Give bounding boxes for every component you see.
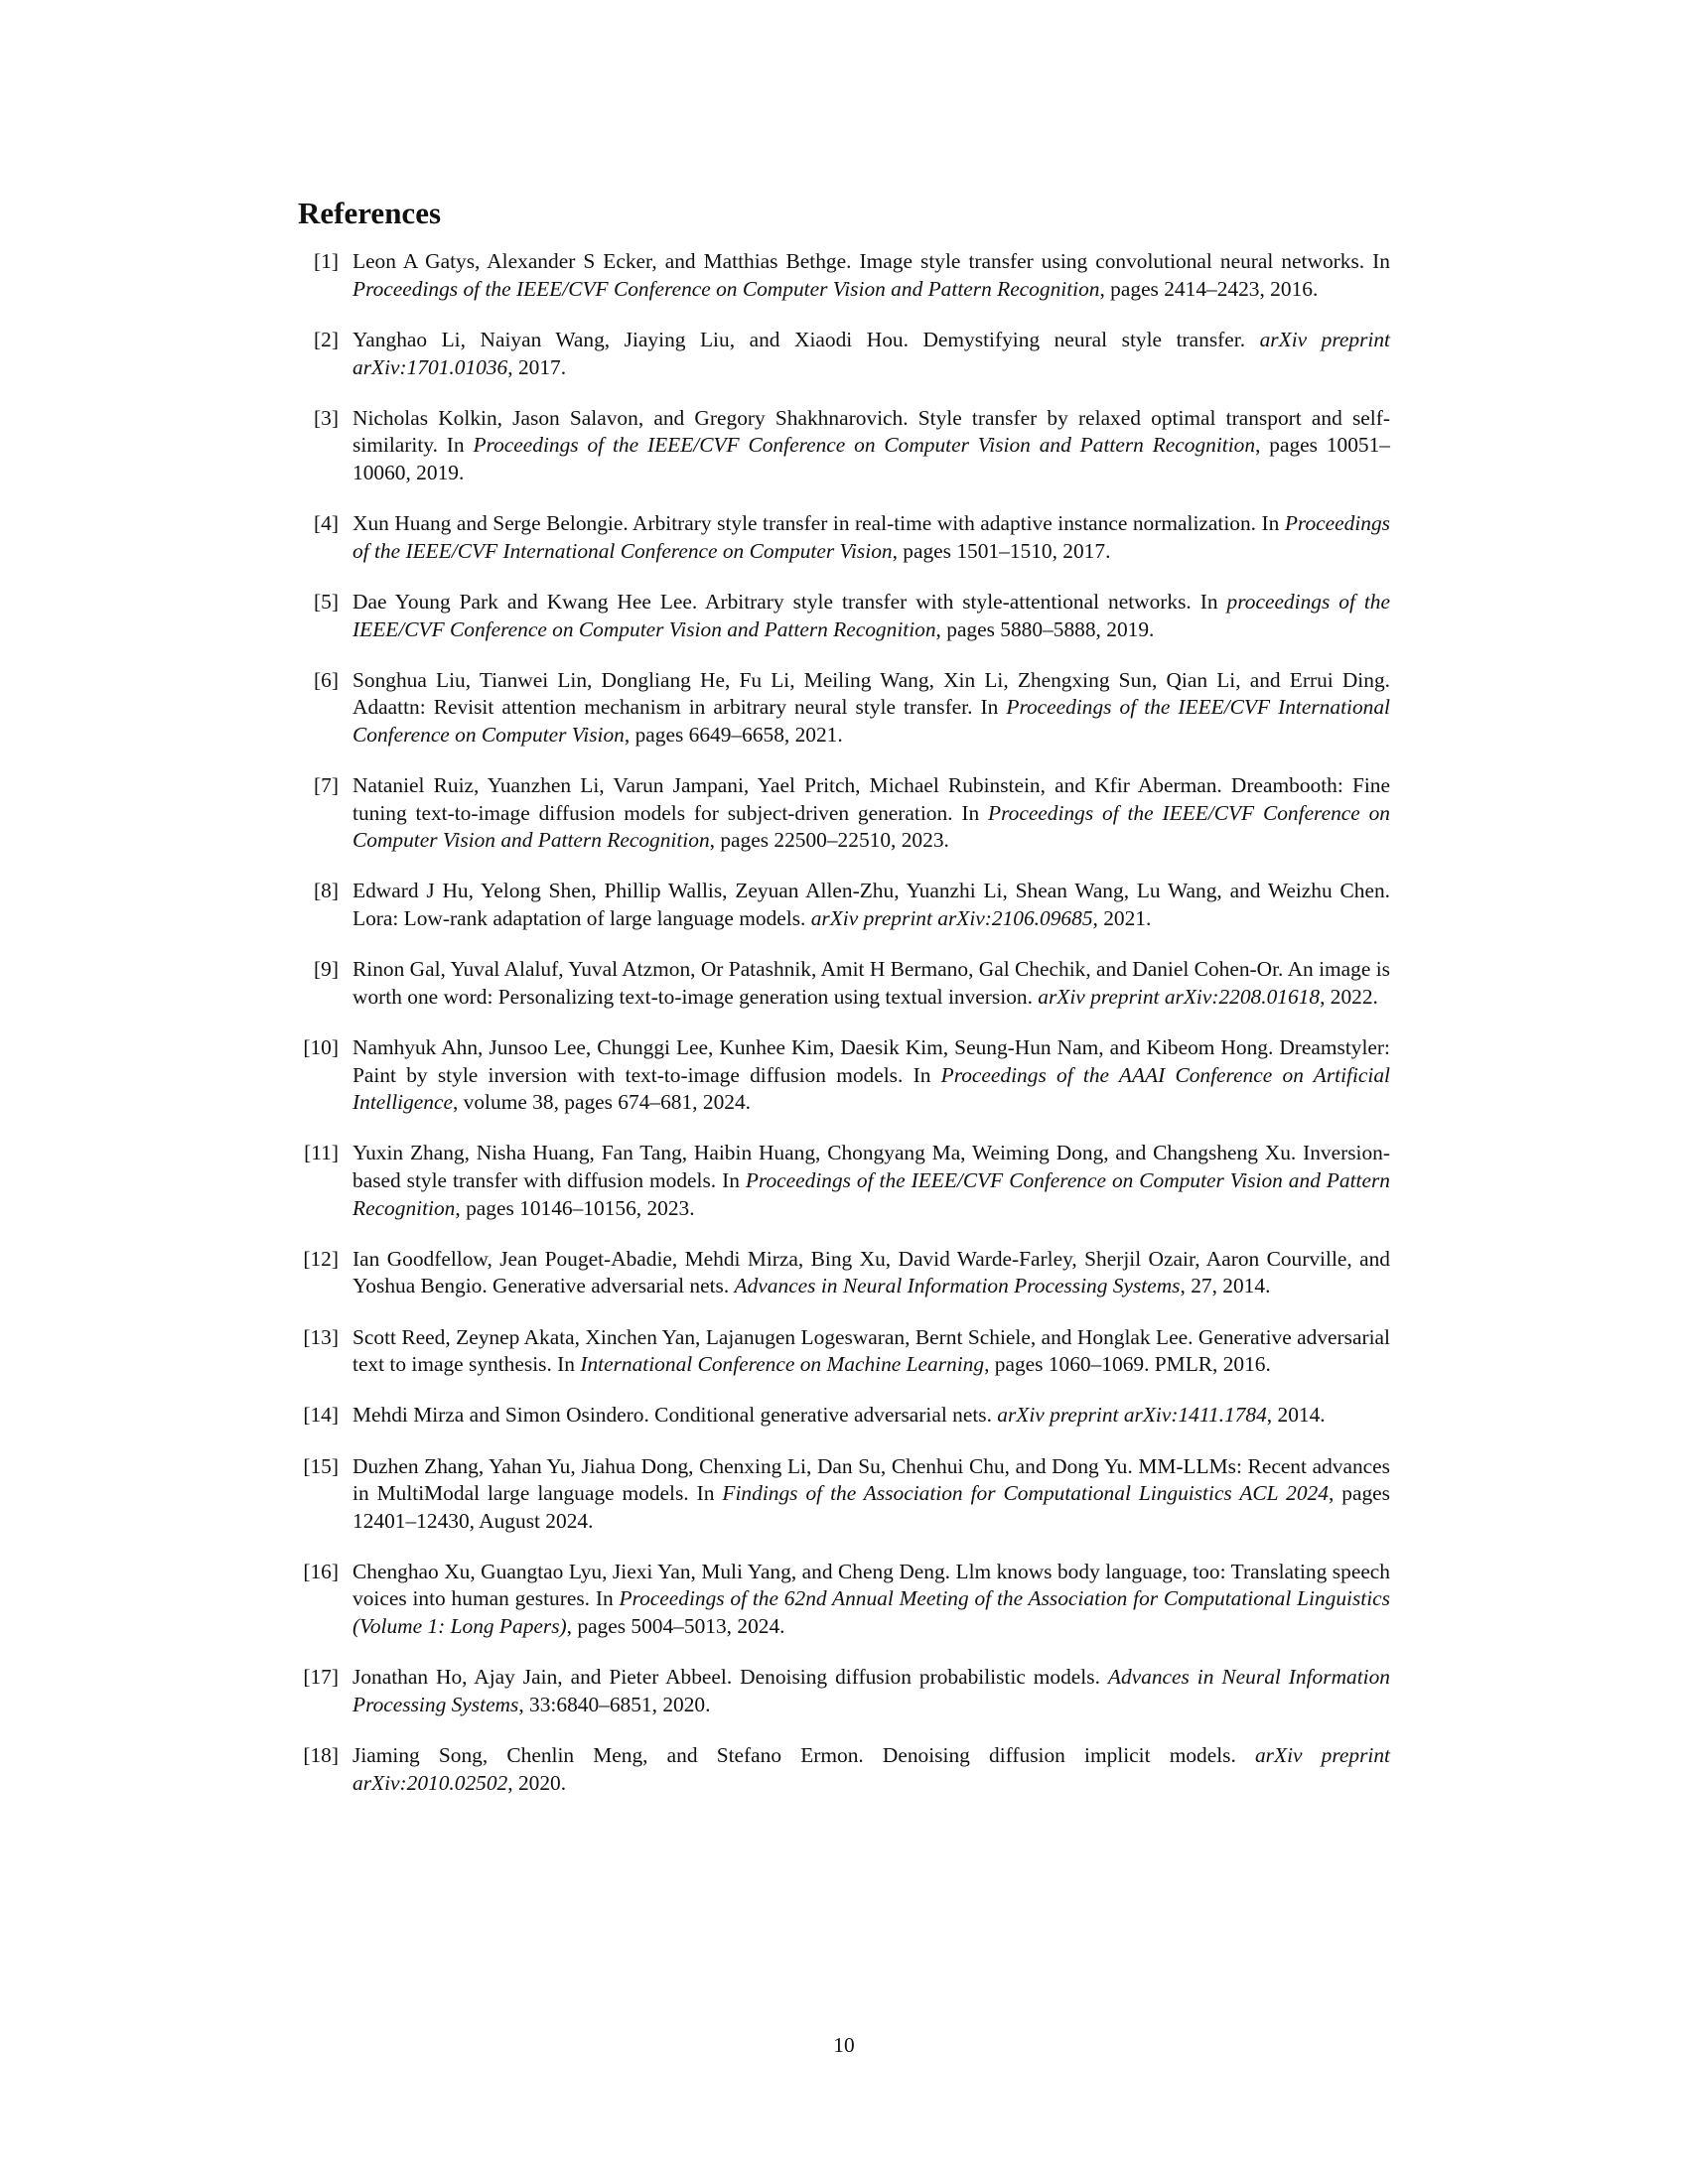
reference-number: [4] <box>314 511 339 536</box>
reference-item <box>298 1324 1390 1379</box>
reference-venue: arXiv preprint arXiv:2106.09685 <box>810 906 1093 931</box>
reference-text-segment: Jonathan Ho, Ajay Jain, and Pieter Abbeel. Denoising diffusion probabilistic models. <box>352 1665 1108 1690</box>
reference-number: [9] <box>314 957 339 982</box>
reference-text <box>352 1325 1390 1377</box>
reference-text-segment: , pages 1060–1069. PMLR, 2016. <box>984 1352 1271 1377</box>
reference-text-segment: , 2017. <box>507 354 567 379</box>
reference-venue: arXiv preprint arXiv:1701.01036 <box>352 327 1390 379</box>
reference-text-segment: , pages 12401–12430, August 2024. <box>352 1481 1390 1533</box>
reference-item <box>298 248 1390 303</box>
reference-venue: Proceedings of the AAAI Conference on Artificial Intelligence <box>352 1062 1390 1115</box>
reference-text <box>352 1454 1390 1533</box>
reference-text <box>352 1560 1390 1638</box>
reference-number: [12] <box>303 1246 339 1271</box>
reference-item <box>298 405 1390 487</box>
reference-item <box>298 878 1390 932</box>
reference-text-segment: Ian Goodfellow, Jean Pouget-Abadie, Mehdi Mirza, Bing Xu, David Warde-Farley, Sherjil Ozair, Aaron Courville, and Yoshua Bengio. Generative adversarial nets. <box>352 1246 1390 1298</box>
reference-number: [17] <box>303 1665 339 1690</box>
reference-number: [8] <box>314 879 339 903</box>
reference-venue: Advances in Neural Information Processing Systems <box>352 1665 1390 1716</box>
reference-text-segment: Yanghao Li, Naiyan Wang, Jiaying Liu, and Xiaodi Hou. Demystifying neural style transfer. <box>352 327 1260 351</box>
reference-text <box>352 1665 1390 1716</box>
reference-list <box>298 248 1390 1797</box>
reference-text-segment: , 2014. <box>1266 1403 1326 1428</box>
reference-text-segment: Xun Huang and Serge Belongie. Arbitrary style transfer in real-time with adaptive instance normalization. In <box>352 511 1285 536</box>
references-section <box>298 195 1390 1821</box>
reference-venue: Proceedings of the IEEE/CVF Conference on Computer Vision and Pattern Recognition <box>352 1167 1390 1220</box>
reference-item <box>298 1246 1390 1300</box>
reference-venue: arXiv preprint arXiv:2208.01618 <box>1038 984 1321 1009</box>
reference-text <box>352 511 1390 563</box>
reference-venue: Proceedings of the IEEE/CVF Conference on Computer Vision and Pattern Recognition <box>473 433 1256 458</box>
reference-item <box>298 1742 1390 1797</box>
reference-text-segment: , 2022. <box>1320 984 1378 1009</box>
reference-venue: arXiv preprint arXiv:1411.1784 <box>997 1403 1267 1428</box>
reference-number: [13] <box>303 1324 339 1349</box>
reference-text-segment: Nicholas Kolkin, Jason Salavon, and Gregory Shakhnarovich. Style transfer by relaxed optimal transport and self-similarity. In <box>352 405 1390 458</box>
reference-text <box>352 249 1390 301</box>
reference-venue: Proceedings of the IEEE/CVF Conference on Computer Vision and Pattern Recognition <box>352 276 1100 301</box>
reference-number: [11] <box>304 1141 339 1165</box>
reference-number: [7] <box>314 773 339 798</box>
reference-text-segment: Dae Young Park and Kwang Hee Lee. Arbitrary style transfer with style-attentional networks. In <box>352 589 1227 614</box>
reference-text <box>352 1035 1390 1114</box>
reference-text-segment: , pages 6649–6658, 2021. <box>624 722 843 747</box>
reference-item <box>298 1559 1390 1641</box>
reference-text <box>352 957 1390 1009</box>
page-number: 10 <box>833 2033 855 2057</box>
reference-text-segment: Edward J Hu, Yelong Shen, Phillip Wallis, Zeyuan Allen-Zhu, Yuanzhi Li, Shean Wang, Lu Wang, and Weizhu Chen. Lora: Low-rank adaptation of large language models. <box>352 879 1390 931</box>
reference-text-segment: , 2020. <box>507 1770 567 1795</box>
reference-text-segment: , pages 1501–1510, 2017. <box>892 538 1111 563</box>
reference-number: [6] <box>314 667 339 692</box>
reference-number: [14] <box>303 1403 339 1428</box>
reference-text <box>352 1743 1390 1795</box>
reference-item <box>298 1664 1390 1718</box>
reference-number: [10] <box>303 1035 339 1059</box>
reference-item <box>298 772 1390 855</box>
reference-text-segment: Leon A Gatys, Alexander S Ecker, and Matthias Bethge. Image style transfer using convolutional neural networks. In <box>352 249 1390 274</box>
reference-text-segment: , 27, 2014. <box>1180 1274 1271 1298</box>
reference-text-segment: Nataniel Ruiz, Yuanzhen Li, Varun Jampani, Yael Pritch, Michael Rubinstein, and Kfir Aberman. Dreambooth: Fine tuning text-to-image diffusion models for subject-driven generation. In <box>352 773 1390 825</box>
reference-text-segment: , pages 10146–10156, 2023. <box>455 1195 695 1220</box>
reference-venue: arXiv preprint arXiv:2010.02502 <box>352 1743 1390 1795</box>
reference-text <box>352 879 1390 930</box>
reference-item <box>298 327 1390 381</box>
reference-venue: Advances in Neural Information Processing Systems <box>734 1274 1181 1298</box>
reference-text-segment: Jiaming Song, Chenlin Meng, and Stefano Ermon. Denoising diffusion implicit models. <box>352 1743 1255 1768</box>
reference-text-segment: , pages 2414–2423, 2016. <box>1099 276 1319 301</box>
reference-text <box>352 1403 1326 1427</box>
reference-text <box>352 590 1390 641</box>
reference-number: [15] <box>303 1453 339 1478</box>
reference-item <box>298 667 1390 750</box>
reference-item <box>298 510 1390 565</box>
reference-number: [16] <box>303 1559 339 1583</box>
reference-text <box>352 406 1390 484</box>
reference-text <box>352 1141 1390 1219</box>
reference-item <box>298 1453 1390 1536</box>
reference-text-segment: , pages 22500–22510, 2023. <box>709 828 949 853</box>
reference-venue: Proceedings of the IEEE/CVF International Conference on Computer Vision <box>352 511 1390 563</box>
reference-text-segment: Songhua Liu, Tianwei Lin, Dongliang He, Fu Li, Meiling Wang, Xin Li, Zhengxing Sun, Qian Li, and Errui Ding. Adaattn: Revisit attention mechanism in arbitrary neural style transfer. In <box>352 667 1390 720</box>
reference-venue: Proceedings of the IEEE/CVF International Conference on Computer Vision <box>352 695 1390 747</box>
reference-text-segment: Namhyuk Ahn, Junsoo Lee, Chunggi Lee, Kunhee Kim, Daesik Kim, Seung-Hun Nam, and Kibeom Hong. Dreamstyler: Paint by style inversion with text-to-image diffusion models. In <box>352 1035 1390 1087</box>
reference-number: [2] <box>314 327 339 351</box>
reference-text-segment: , 33:6840–6851, 2020. <box>518 1692 711 1716</box>
reference-item <box>298 1034 1390 1117</box>
reference-text <box>352 1247 1390 1298</box>
reference-item <box>298 956 1390 1011</box>
reference-number: [5] <box>314 589 339 614</box>
reference-text-segment: , pages 5004–5013, 2024. <box>566 1614 785 1639</box>
reference-item <box>298 1140 1390 1222</box>
reference-text-segment: Rinon Gal, Yuval Alaluf, Yuval Atzmon, Or Patashnik, Amit H Bermano, Gal Chechik, and Daniel Cohen-Or. An image is worth one word: Personalizing text-to-image generation using textual inversion. <box>352 957 1390 1009</box>
reference-item <box>298 589 1390 643</box>
section-title: References <box>298 196 442 230</box>
reference-number: [18] <box>303 1743 339 1768</box>
reference-text-segment: , pages 5880–5888, 2019. <box>935 616 1155 641</box>
reference-number: [3] <box>314 405 339 430</box>
reference-text <box>352 773 1390 852</box>
reference-text <box>352 668 1390 747</box>
reference-item <box>298 1402 1390 1430</box>
reference-text-segment: , volume 38, pages 674–681, 2024. <box>452 1090 752 1115</box>
reference-number: [1] <box>314 249 339 274</box>
reference-text-segment: Mehdi Mirza and Simon Osindero. Conditional generative adversarial nets. <box>352 1403 998 1428</box>
reference-venue: proceedings of the IEEE/CVF Conference on Computer Vision and Pattern Recognition <box>352 589 1390 641</box>
reference-text-segment: Duzhen Zhang, Yahan Yu, Jiahua Dong, Chenxing Li, Dan Su, Chenhui Chu, and Dong Yu. MM-LLMs: Recent advances in MultiModal large language models. In <box>352 1453 1390 1506</box>
reference-text-segment: Yuxin Zhang, Nisha Huang, Fan Tang, Haibin Huang, Chongyang Ma, Weiming Dong, and Changsheng Xu. Inversion-based style transfer with diffusion models. In <box>352 1141 1390 1192</box>
reference-venue: Proceedings of the 62nd Annual Meeting of the Association for Computational Linguistics (Volume 1: Long Papers) <box>352 1586 1390 1639</box>
reference-text-segment: , pages 10051–10060, 2019. <box>352 433 1390 484</box>
reference-text-segment: , 2021. <box>1092 906 1152 931</box>
reference-text-segment: Scott Reed, Zeynep Akata, Xinchen Yan, Lajanugen Logeswaran, Bernt Schiele, and Honglak Lee. Generative adversarial text to image synthesis. In <box>352 1324 1390 1377</box>
reference-venue: Proceedings of the IEEE/CVF Conference on Computer Vision and Pattern Recognition <box>352 800 1391 853</box>
reference-text-segment: Chenghao Xu, Guangtao Lyu, Jiexi Yan, Muli Yang, and Cheng Deng. Llm knows body language, too: Translating speech voices into human gestures. In <box>352 1559 1390 1611</box>
reference-venue: Findings of the Association for Computational Linguistics ACL 2024 <box>722 1481 1329 1506</box>
reference-text <box>352 328 1390 379</box>
reference-venue: International Conference on Machine Learning <box>580 1352 985 1377</box>
